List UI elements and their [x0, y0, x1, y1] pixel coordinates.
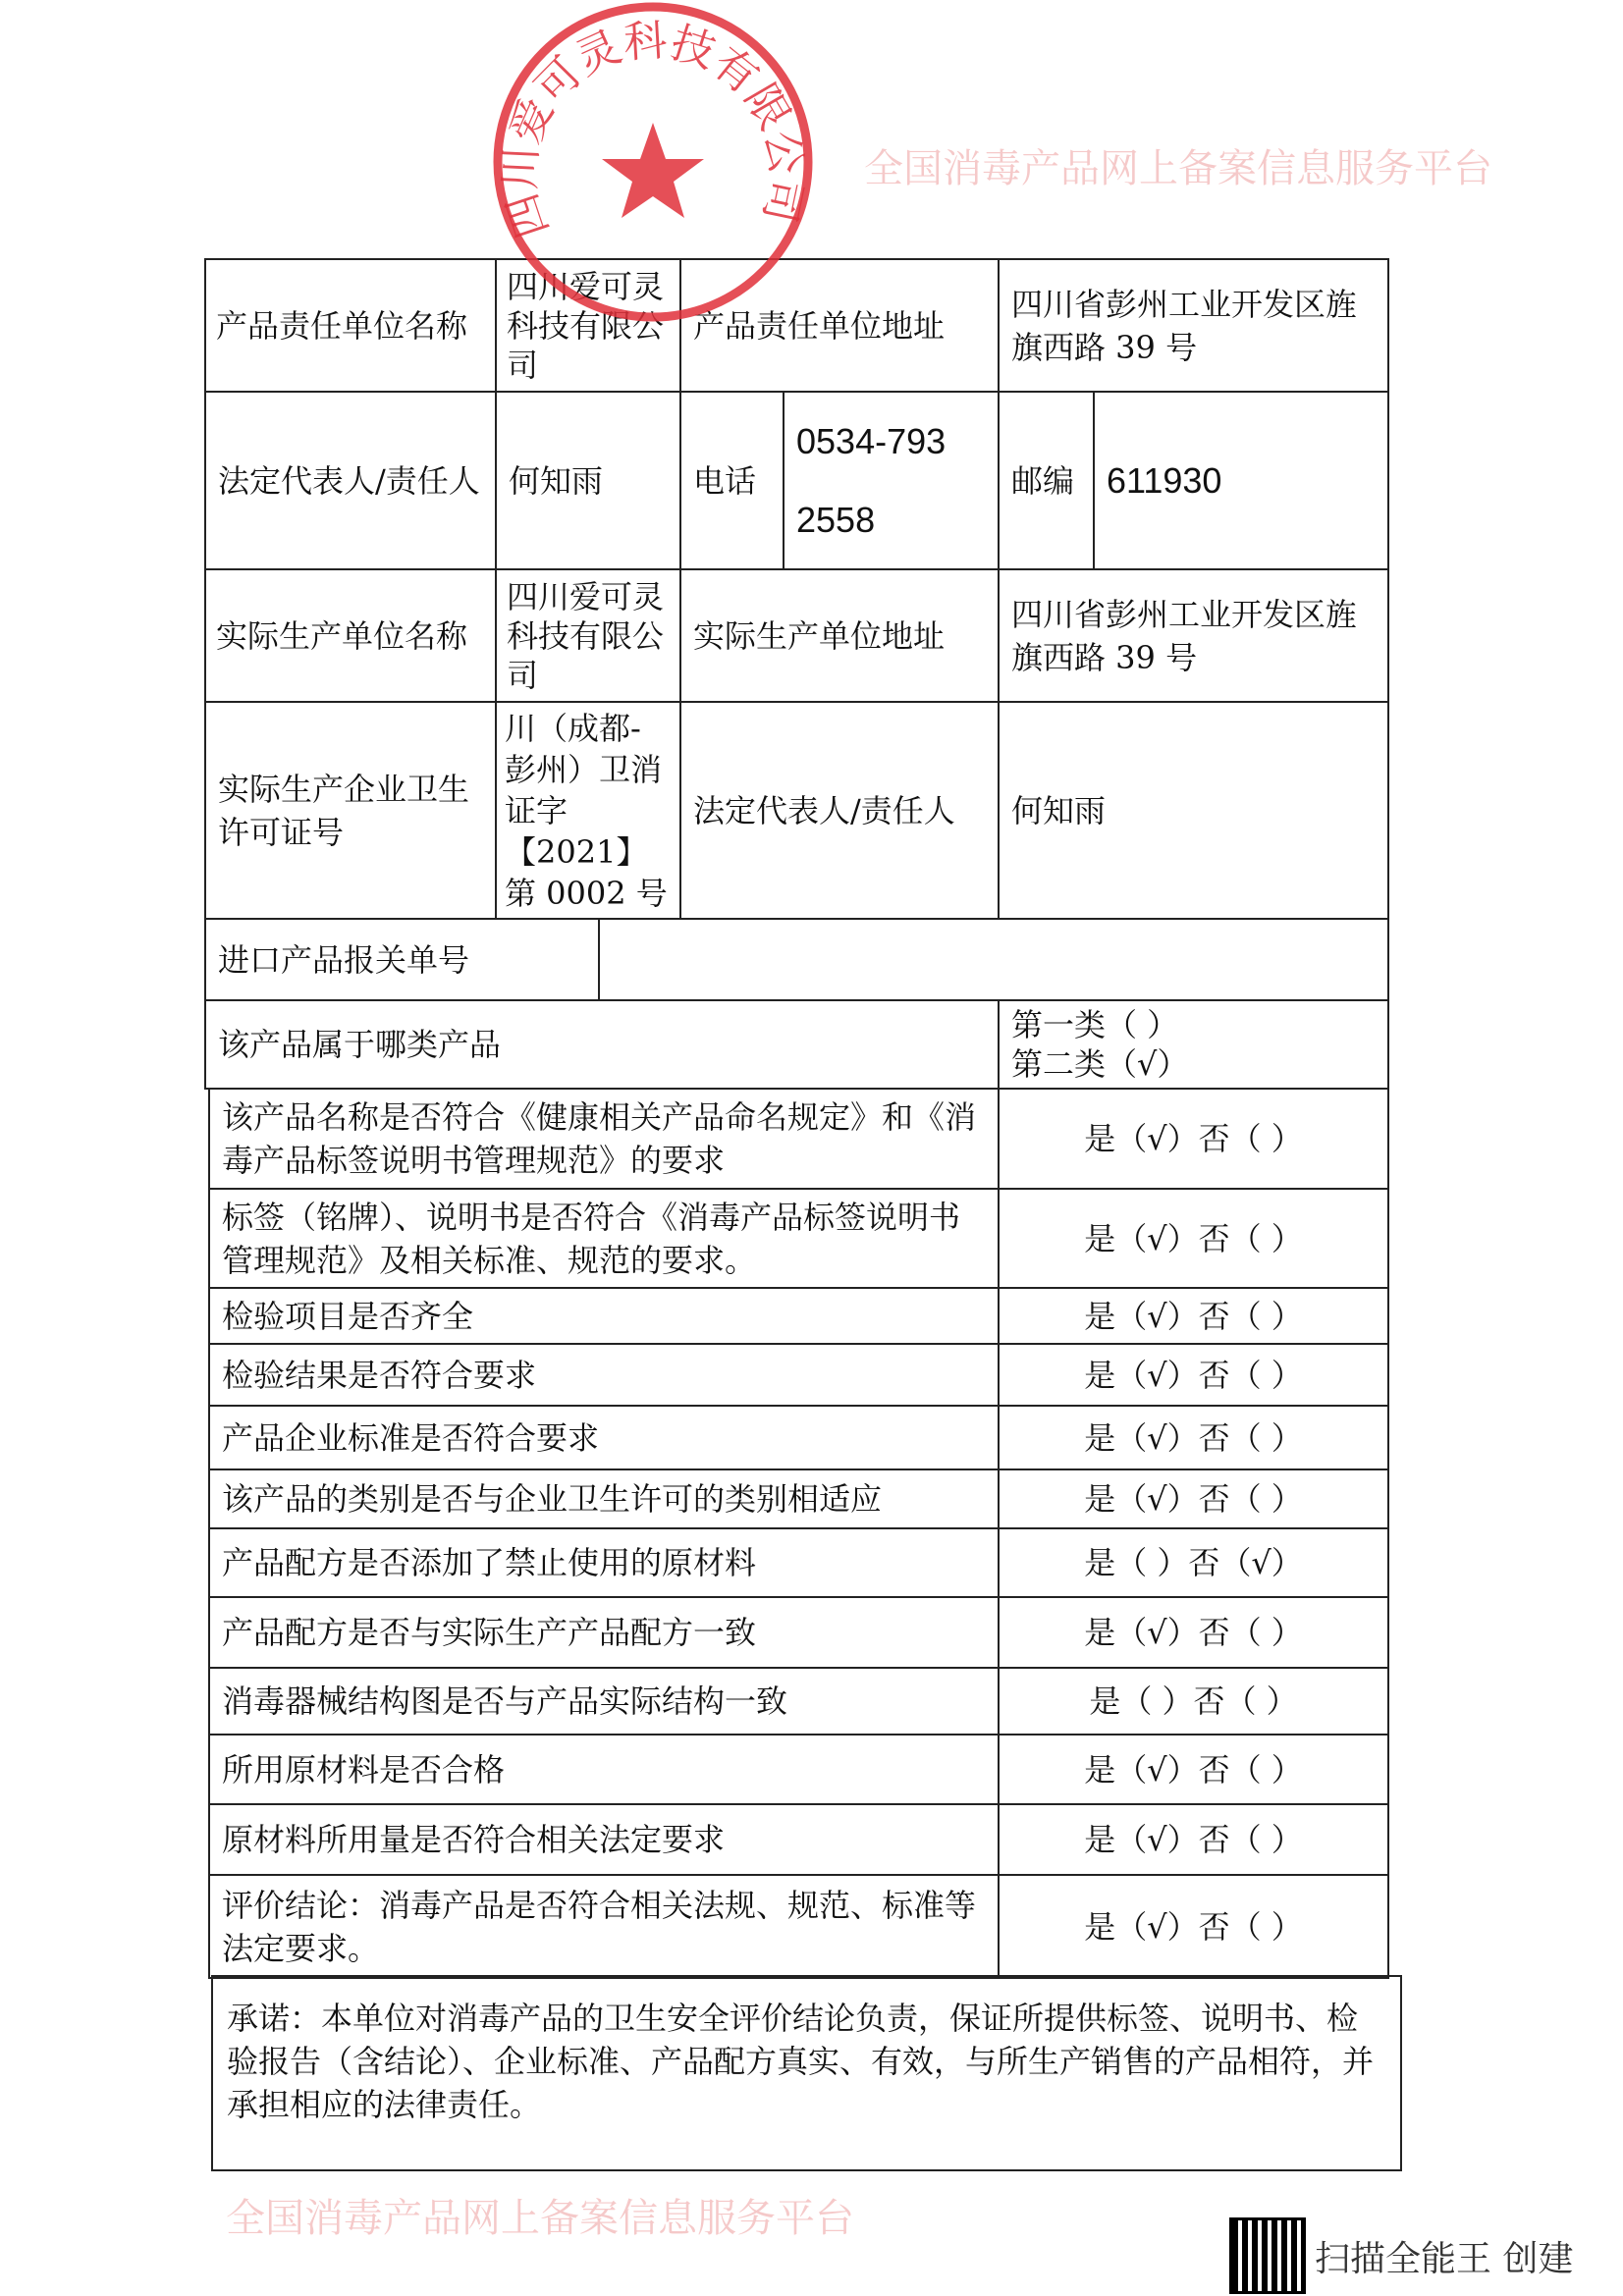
check-answer: 是（ ）否（ ）: [998, 1667, 1389, 1735]
phone-label: [679, 391, 784, 570]
import-label: [204, 918, 600, 1001]
label: 法定代表人/责任人: [693, 791, 955, 829]
prod-name: [495, 568, 681, 703]
value: 何知雨: [509, 461, 604, 500]
postcode: [1093, 391, 1389, 570]
value: 四川省彭州工业开发区旌旗西路 39 号: [1011, 595, 1358, 676]
watermark: 全国消毒产品网上备案信息服务平台: [864, 146, 1492, 191]
label: 实际生产单位地址: [693, 616, 946, 655]
watermark: 全国消毒产品网上备案信息服务平台: [226, 2196, 854, 2241]
check-question: 产品企业标准是否符合要求: [208, 1405, 1000, 1470]
check-question: 产品配方是否添加了禁止使用的原材料: [208, 1527, 1000, 1598]
company-seal: [491, 0, 815, 324]
scanner-footer: [1232, 2220, 1573, 2291]
label: 产品责任单位名称: [216, 306, 468, 345]
check-answer: 是（√）否（ ）: [998, 1287, 1389, 1345]
value: 0534-793 2558: [796, 420, 947, 540]
check-answer: 是（√）否（ ）: [998, 1734, 1389, 1805]
category-1: 第一类（ ）: [1011, 1006, 1179, 1043]
license-label: [204, 701, 497, 920]
check-answer: 是（√）否（ ）: [998, 1405, 1389, 1470]
label: 邮编: [1011, 461, 1075, 500]
commitment-text: 承诺：本单位对消毒产品的卫生安全评价结论负责，保证所提供标签、说明书、检验报告（含结论）、企业标准、产品配方真实、有效，与所生产销售的产品相符，并承担相应的法律责任。: [227, 2000, 1375, 2123]
legal: [495, 391, 681, 570]
value: 四川爱可灵科技有限公司: [507, 577, 665, 694]
import-value: [598, 918, 1389, 1001]
check-question: 该产品名称是否符合《健康相关产品命名规定》和《消毒产品标签说明书管理规范》的要求: [208, 1088, 1000, 1190]
qr-code-icon: [1232, 2220, 1303, 2291]
check-question: 标签（铭牌）、说明书是否符合《消毒产品标签说明书管理规范》及相关标准、规范的要求。: [208, 1188, 1000, 1289]
prod-addr: [998, 568, 1389, 703]
prod-legal-label: [679, 701, 1000, 920]
label: 实际生产单位名称: [216, 616, 468, 655]
check-question: 评价结论：消毒产品是否符合相关法规、规范、标准等法定要求。: [208, 1874, 1000, 1979]
check-answer: 是（√）否（ ）: [998, 1343, 1389, 1407]
resp-addr: [998, 258, 1389, 393]
check-question: 所用原材料是否合格: [208, 1734, 1000, 1805]
phone: [783, 391, 1000, 570]
label: 该产品属于哪类产品: [218, 1026, 502, 1063]
category-value: [998, 999, 1389, 1090]
value: 四川爱可灵科技有限公司: [507, 267, 665, 384]
label: 法定代表人/责任人: [218, 461, 480, 500]
check-question: 检验项目是否齐全: [208, 1287, 1000, 1345]
svg-text:四川爱可灵科技有限公司: 四川爱可灵科技有限公司: [495, 15, 812, 244]
check-answer: 是（√）否（ ）: [998, 1596, 1389, 1669]
check-answer: 是（√）否（ ）: [998, 1874, 1389, 1979]
license: [495, 701, 681, 920]
label: 产品责任单位地址: [693, 306, 946, 345]
check-question: 产品配方是否与实际生产产品配方一致: [208, 1596, 1000, 1669]
check-question: 消毒器械结构图是否与产品实际结构一致: [208, 1667, 1000, 1735]
category-label: [204, 999, 1000, 1090]
value: 何知雨: [1011, 791, 1107, 829]
label: 进口产品报关单号: [218, 940, 470, 979]
prod-legal: [998, 701, 1389, 920]
check-answer: 是（√）否（ ）: [998, 1803, 1389, 1876]
postcode-label: [998, 391, 1095, 570]
legal-label: [204, 391, 497, 570]
check-answer: 是（√）否（ ）: [998, 1088, 1389, 1190]
label: 电话: [693, 461, 757, 500]
check-answer: 是（√）否（ ）: [998, 1188, 1389, 1289]
value: 川（成都-彭州）卫消证字【2021】第 0002 号: [505, 709, 668, 912]
check-question: 检验结果是否符合要求: [208, 1343, 1000, 1407]
prod-name-label: [204, 568, 497, 703]
label: 实际生产企业卫生许可证号: [218, 770, 470, 851]
resp-name-label: [204, 258, 497, 393]
check-answer: 是（ ）否（√）: [998, 1527, 1389, 1598]
commitment: [211, 1975, 1402, 2171]
check-question: 该产品的类别是否与企业卫生许可的类别相适应: [208, 1468, 1000, 1529]
check-answer: 是（√）否（ ）: [998, 1468, 1389, 1529]
value: 611930: [1107, 459, 1222, 501]
prod-addr-label: [679, 568, 1000, 703]
category-2: 第二类（√）: [1011, 1045, 1189, 1083]
value: 四川省彭州工业开发区旌旗西路 39 号: [1011, 285, 1358, 366]
check-question: 原材料所用量是否符合相关法定要求: [208, 1803, 1000, 1876]
footer-text: 扫描全能王 创建: [1315, 2238, 1574, 2279]
